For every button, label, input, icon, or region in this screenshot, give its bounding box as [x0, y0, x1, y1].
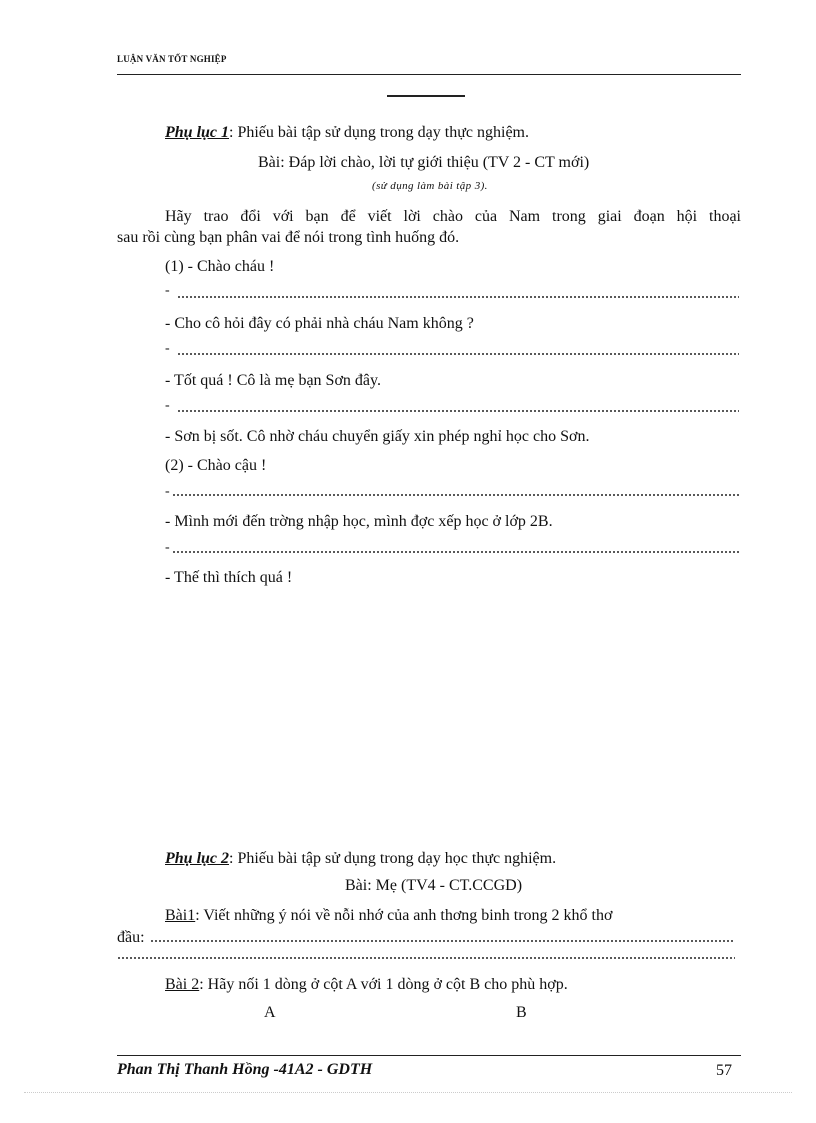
column-b-header: B — [516, 1004, 527, 1021]
answer-line — [177, 296, 739, 298]
column-a-header: A — [264, 1004, 276, 1021]
instruction-line-1: Hãy trao đổi với bạn để viết lời chào của Nam trong giai đoạn hội thoại — [165, 208, 741, 225]
answer-dash: - — [165, 540, 170, 555]
appendix2-heading — [165, 849, 556, 869]
exercise1-continuation: đầu: — [117, 929, 145, 946]
appendix1-heading — [165, 123, 529, 143]
appendix2-label: Phụ lục 2 — [165, 850, 230, 867]
appendix1-title: : Phiếu bài tập sử dụng trong dạy thực nghiệm. — [229, 124, 529, 141]
instruction-line-2: sau rồi cùng bạn phân vai để nói trong tình huống đó. — [117, 229, 460, 246]
exercise1-text: : Viết những ý nói về nỗi nhớ của anh thơng binh trong 2 khổ thơ — [195, 907, 613, 924]
dialogue-line-5: (2) - Chào cậu ! — [165, 457, 267, 474]
answer-line — [177, 410, 739, 412]
exercise2-text: : Hãy nối 1 dòng ở cột A với 1 dòng ở cột B cho phù hợp. — [199, 976, 568, 993]
running-header: LUẬN VĂN TỐT NGHIỆP — [117, 54, 227, 64]
appendix1-lesson: Bài: Đáp lời chào, lời tự giới thiệu (TV 2 - CT mới) — [258, 154, 590, 171]
answer-line — [177, 353, 739, 355]
page-number: 57 — [716, 1062, 732, 1079]
dialogue-line-3: - Tốt quá ! Cô là mẹ bạn Sơn đây. — [165, 372, 381, 389]
footer-rule — [117, 1055, 741, 1056]
answer-line — [150, 940, 735, 942]
exercise1-line — [165, 906, 739, 926]
footer-author: Phan Thị Thanh Hồng -41A2 - GDTH — [117, 1061, 373, 1078]
answer-line — [172, 551, 739, 553]
appendix1-note: (sử dụng làm bài tập 3). — [372, 180, 488, 192]
page-edge — [24, 1092, 792, 1094]
dialogue-line-7: - Thế thì thích quá ! — [165, 569, 293, 586]
appendix1-label: Phụ lục 1 — [165, 124, 230, 141]
header-rule — [117, 74, 741, 75]
appendix2-title: : Phiếu bài tập sử dụng trong dạy học thực nghiệm. — [229, 850, 557, 867]
dialogue-line-4: - Sơn bị sốt. Cô nhờ cháu chuyển giấy xin phép nghỉ học cho Sơn. — [165, 428, 590, 445]
appendix2-lesson: Bài: Mẹ (TV4 - CT.CCGD) — [345, 877, 523, 894]
answer-dash: - — [165, 484, 170, 499]
dialogue-line-2: - Cho cô hỏi đây có phải nhà cháu Nam không ? — [165, 315, 474, 332]
dialogue-line-6: - Mình mới đến trờng nhập học, mình đợc xếp học ở lớp 2B. — [165, 513, 553, 530]
answer-dash: - — [165, 341, 170, 356]
title-rule — [387, 95, 465, 97]
dialogue-line-1: (1) - Chào cháu ! — [165, 258, 275, 275]
answer-dash: - — [165, 398, 170, 413]
exercise2-label: Bài 2 — [165, 976, 200, 993]
answer-line — [172, 494, 739, 496]
exercise2-line — [165, 975, 568, 995]
answer-line — [117, 957, 735, 959]
exercise1-label: Bài1 — [165, 907, 196, 924]
answer-dash: - — [165, 283, 170, 298]
